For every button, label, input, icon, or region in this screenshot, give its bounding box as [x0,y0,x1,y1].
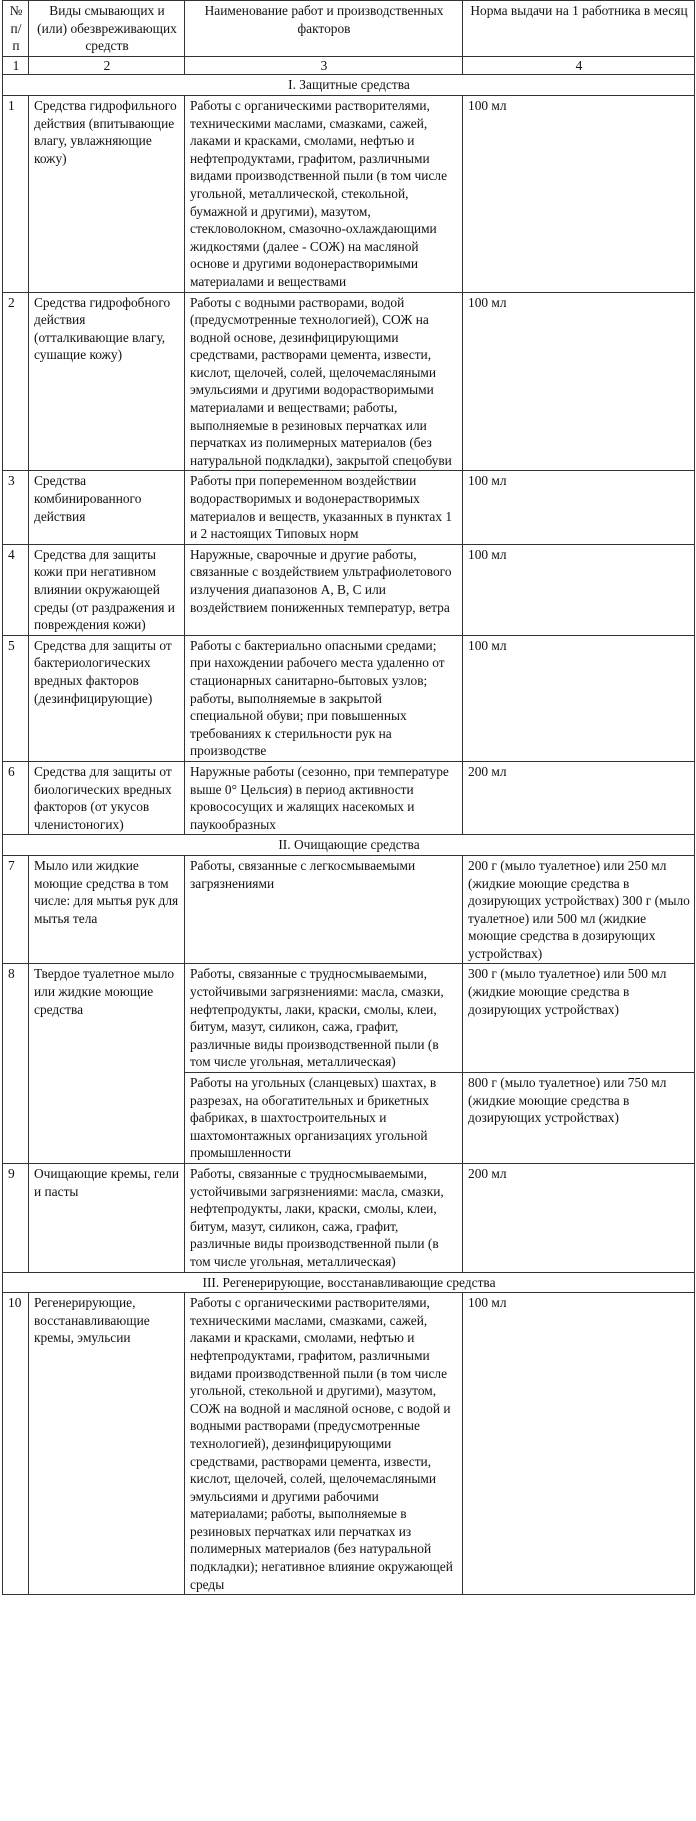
row-work: Наружные, сварочные и другие работы, связанные с воздействием ультрафиолетового излучения диапазонов А, В, С или воздействием пониженных температур, ветра [185,544,463,635]
table-row [3,1293,695,1595]
column-number: 3 [185,56,463,75]
row-type: Средства для защиты от бактериологических вредных факторов (дезинфицирующие) [29,635,185,761]
row-work: Работы с органическими растворителями, техническими маслами, смазками, сажей, лаками и красками, смолами, нефтью и нефтепродуктами, графитом, различными видами производственной пыли (в том числе угольной, стекольной и другими), мазутом, СОЖ на водной и масляной основе, с водой и водными растворами (предусмотренные технологией), дезинфицирующими средствами, растворами цемента, извести, кислот, щелочей, солей, щелочемасляными эмульсиями и другими рабочими материалами; работы, выполняемые в резиновых перчатках или перчатках из полимерных материалов (без натуральной подкладки); негативное влияние окружающей среды [185,1293,463,1595]
row-number: 2 [3,292,29,471]
row-number: 3 [3,471,29,544]
row-type: Средства комбинированного действия [29,471,185,544]
row-norm: 800 г (мыло туалетное) или 750 мл (жидкие моющие средства в дозирующих устройствах) [463,1073,695,1164]
row-norm: 100 мл [463,635,695,761]
table-row [3,292,695,471]
row-number: 7 [3,855,29,964]
section-title-protective: I. Защитные средства [3,75,695,96]
row-norm: 100 мл [463,1293,695,1595]
row-norm: 100 мл [463,544,695,635]
table-row [3,95,695,292]
header-norm: Норма выдачи на 1 работника в месяц [463,1,695,57]
row-norm: 200 г (мыло туалетное) или 250 мл (жидкие моющие средства в дозирующих устройствах) 300 г (мыло туалетное) или 500 мл (жидкие моющие средства в дозирующих устройствах) [463,855,695,964]
row-number: 1 [3,95,29,292]
row-type: Очищающие кремы, гели и пасты [29,1164,185,1273]
row-work: Работы, связанные с трудносмываемыми, устойчивыми загрязнениями: масла, смазки, нефтепродукты, лаки, краски, смолы, клеи, битум, мазут, силикон, сажа, графит, различные виды производственной пыли (в том числе угольная, металлическая) [185,1164,463,1273]
header-row [3,1,695,57]
norms-table [2,0,695,1595]
row-type: Средства для защиты от биологических вредных факторов (от укусов членистоногих) [29,761,185,834]
row-number: 8 [3,964,29,1164]
row-norm: 200 мл [463,1164,695,1273]
row-norm: 200 мл [463,761,695,834]
table-row [3,964,695,1073]
row-work: Работы с водными растворами, водой (предусмотренные технологией), СОЖ на водной основе, дезинфицирующими средствами, растворами цемента, извести, кислот, щелочей, солей, щелочемасляными эмульсиями и другими водорастворимыми материалами и веществами; работы, выполняемые в резиновых перчатках или перчатках из полимерных материалов (без натуральной подкладки), закрытой спецобуви [185,292,463,471]
column-number-row [3,56,695,75]
row-work: Работы, связанные с трудносмываемыми, устойчивыми загрязнениями: масла, смазки, нефтепродукты, лаки, краски, смолы, клеи, битум, мазут, силикон, сажа, графит, различные виды производственной пыли (в том числе угольная, металлическая) [185,964,463,1073]
section-row [3,75,695,96]
row-number: 9 [3,1164,29,1273]
section-row [3,835,695,856]
table-row [3,471,695,544]
row-type: Твердое туалетное мыло или жидкие моющие средства [29,964,185,1164]
column-number: 2 [29,56,185,75]
row-work: Работы с органическими растворителями, техническими маслами, смазками, сажей, лаками и красками, смолами, нефтью и нефтепродуктами, графитом, различными видами производственной пыли (в том числе угольной, металлической, стекольной, бумажной и другими), мазутом, стекловолокном, смазочно-охлаждающими жидкостями (далее - СОЖ) на масляной основе и другими водонерастворимыми материалами и веществами [185,95,463,292]
row-type: Средства для защиты кожи при негативном влиянии окружающей среды (от раздражения и повреждения кожи) [29,544,185,635]
table-row [3,855,695,964]
table-row [3,1164,695,1273]
row-number: 5 [3,635,29,761]
table-row [3,635,695,761]
row-type: Регенерирующие, восстанавливающие кремы, эмульсии [29,1293,185,1595]
document [2,0,694,1595]
row-norm: 100 мл [463,95,695,292]
row-number: 4 [3,544,29,635]
row-type: Мыло или жидкие моющие средства в том числе: для мытья рук для мытья тела [29,855,185,964]
row-number: 10 [3,1293,29,1595]
row-work: Работы, связанные с легкосмываемыми загрязнениями [185,855,463,964]
table-row [3,761,695,834]
row-work: Работы при попеременном воздействии водорастворимых и водонерастворимых материалов и веществ, указанных в пунктах 1 и 2 настоящих Типовых норм [185,471,463,544]
row-norm: 100 мл [463,471,695,544]
column-number: 1 [3,56,29,75]
row-work: Наружные работы (сезонно, при температуре выше 0° Цельсия) в период активности кровососущих и жалящих насекомых и паукообразных [185,761,463,834]
header-work: Наименование работ и производственных факторов [185,1,463,57]
section-title-regenerating: III. Регенерирующие, восстанавливающие средства [3,1272,695,1293]
row-norm: 300 г (мыло туалетное) или 500 мл (жидкие моющие средства в дозирующих устройствах) [463,964,695,1073]
section-row [3,1272,695,1293]
row-norm: 100 мл [463,292,695,471]
table-row [3,544,695,635]
row-work: Работы на угольных (сланцевых) шахтах, в разрезах, на обогатительных и брикетных фабриках, в шахтостроительных и шахтомонтажных организациях угольной промышленности [185,1073,463,1164]
header-number: № п/п [3,1,29,57]
row-work: Работы с бактериально опасными средами; при нахождении рабочего места удаленно от стационарных санитарно-бытовых узлов; работы, выполняемые в закрытой специальной обуви; при повышенных требованиях к стерильности рук на производстве [185,635,463,761]
row-type: Средства гидрофобного действия (отталкивающие влагу, сушащие кожу) [29,292,185,471]
row-number: 6 [3,761,29,834]
column-number: 4 [463,56,695,75]
row-type: Средства гидрофильного действия (впитывающие влагу, увлажняющие кожу) [29,95,185,292]
section-title-cleansing: II. Очищающие средства [3,835,695,856]
header-type: Виды смывающих и (или) обезвреживающих средств [29,1,185,57]
